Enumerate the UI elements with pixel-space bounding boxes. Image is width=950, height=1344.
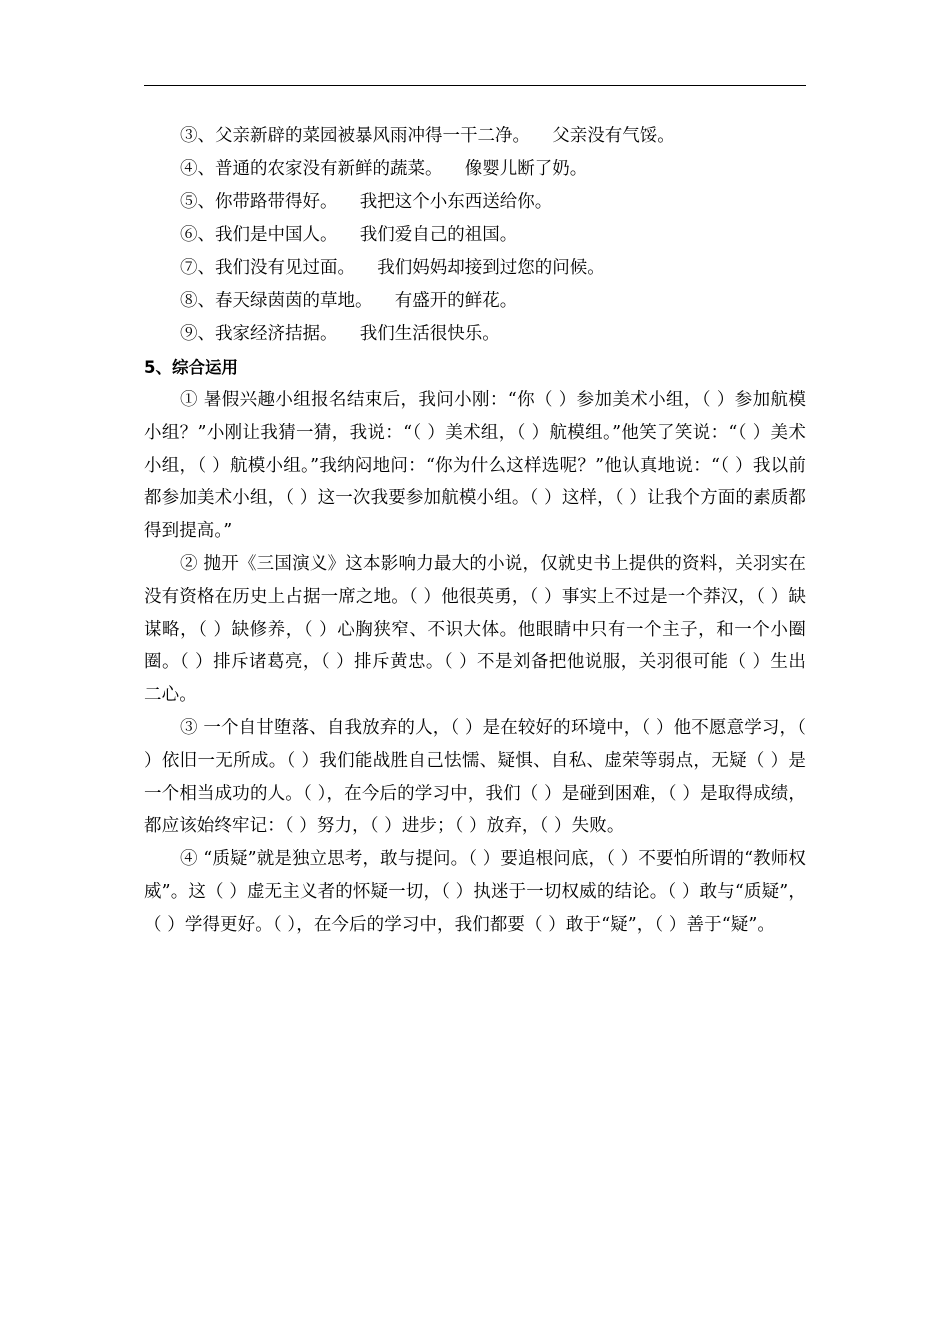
sentence-item: ④、普通的农家没有新鲜的蔬菜。 像婴儿断了奶。 [180,159,588,179]
sentence-item: ⑨、我家经济拮据。 我们生活很快乐。 [180,324,500,344]
exercise-paragraph-2: ② 抛开《三国演义》这本影响力最大的小说，仅就史书上提供的资料，关羽实在没有资格在历史上占据一席之地。（ ）他很英勇，（ ）事实上不过是一个莽汉，（ ）缺谋略，（ ）缺修养，（ ）心胸狭窄、不识大体。他眼睛中只有一个主子，和一个小圈圈。（ ）排斥诸葛亮，（ ）排斥黄忠。（ ）不是刘备把他说服，关羽很可能（ ）生出二心。 [144,553,806,706]
sentence-item: ⑧、春天绿茵茵的草地。 有盛开的鲜花。 [180,291,518,311]
sentence-item: ⑥、我们是中国人。 我们爱自己的祖国。 [180,225,518,245]
exercise-paragraph-1: ① 暑假兴趣小组报名结束后，我问小刚：“你（ ）参加美术小组，（ ）参加航模小组？”小刚让我猜一猜，我说：“（ ）美术组，（ ）航模组。”他笑了笑说：“（ ）美术小组，（ ）航模小组。”我纳闷地问：“你为什么这样选呢？”他认真地说：“（ ）我以前都参加美术小组，（ ）这一次我要参加航模小组。（ ）这样，（ ）让我个方面的素质都得到提高。” [144,390,806,542]
exercise-paragraph-3: ③ 一个自甘堕落、自我放弃的人，（ ）是在较好的环境中，（ ）他不愿意学习，（ ）依旧一无所成。（ ）我们能战胜自己怯懦、疑惧、自私、虚荣等弱点，无疑（ ）是一个相当成功的人。（ ），在今后的学习中，我们（ ）是碰到困难，（ ）是取得成绩，都应该始终牢记：（ ）努力，（ ）进步；（ ）放弃，（ ）失败。 [144,717,806,837]
sentence-item: ⑤、你带路带得好。 我把这个小东西送给你。 [180,192,553,212]
sentence-item: ⑦、我们没有见过面。 我们妈妈却接到过您的问候。 [180,258,605,278]
document-body [144,120,806,942]
section-heading: 5、综合运用 [144,358,238,377]
exercise-paragraph-4: ④ “质疑”就是独立思考，敢与提问。（ ）要追根问底，（ ）不要怕所谓的“教师权威”。这（ ）虚无主义者的怀疑一切，（ ）执迷于一切权威的结论。（ ）敢与“质疑”，（ ）学得更好。（ ），在今后的学习中，我们都要（ ）敢于“疑”，（ ）善于“疑”。 [144,849,806,935]
header-rule [144,85,806,86]
sentence-item: ③、父亲新辟的菜园被暴风雨冲得一干二净。 父亲没有气馁。 [180,126,675,146]
